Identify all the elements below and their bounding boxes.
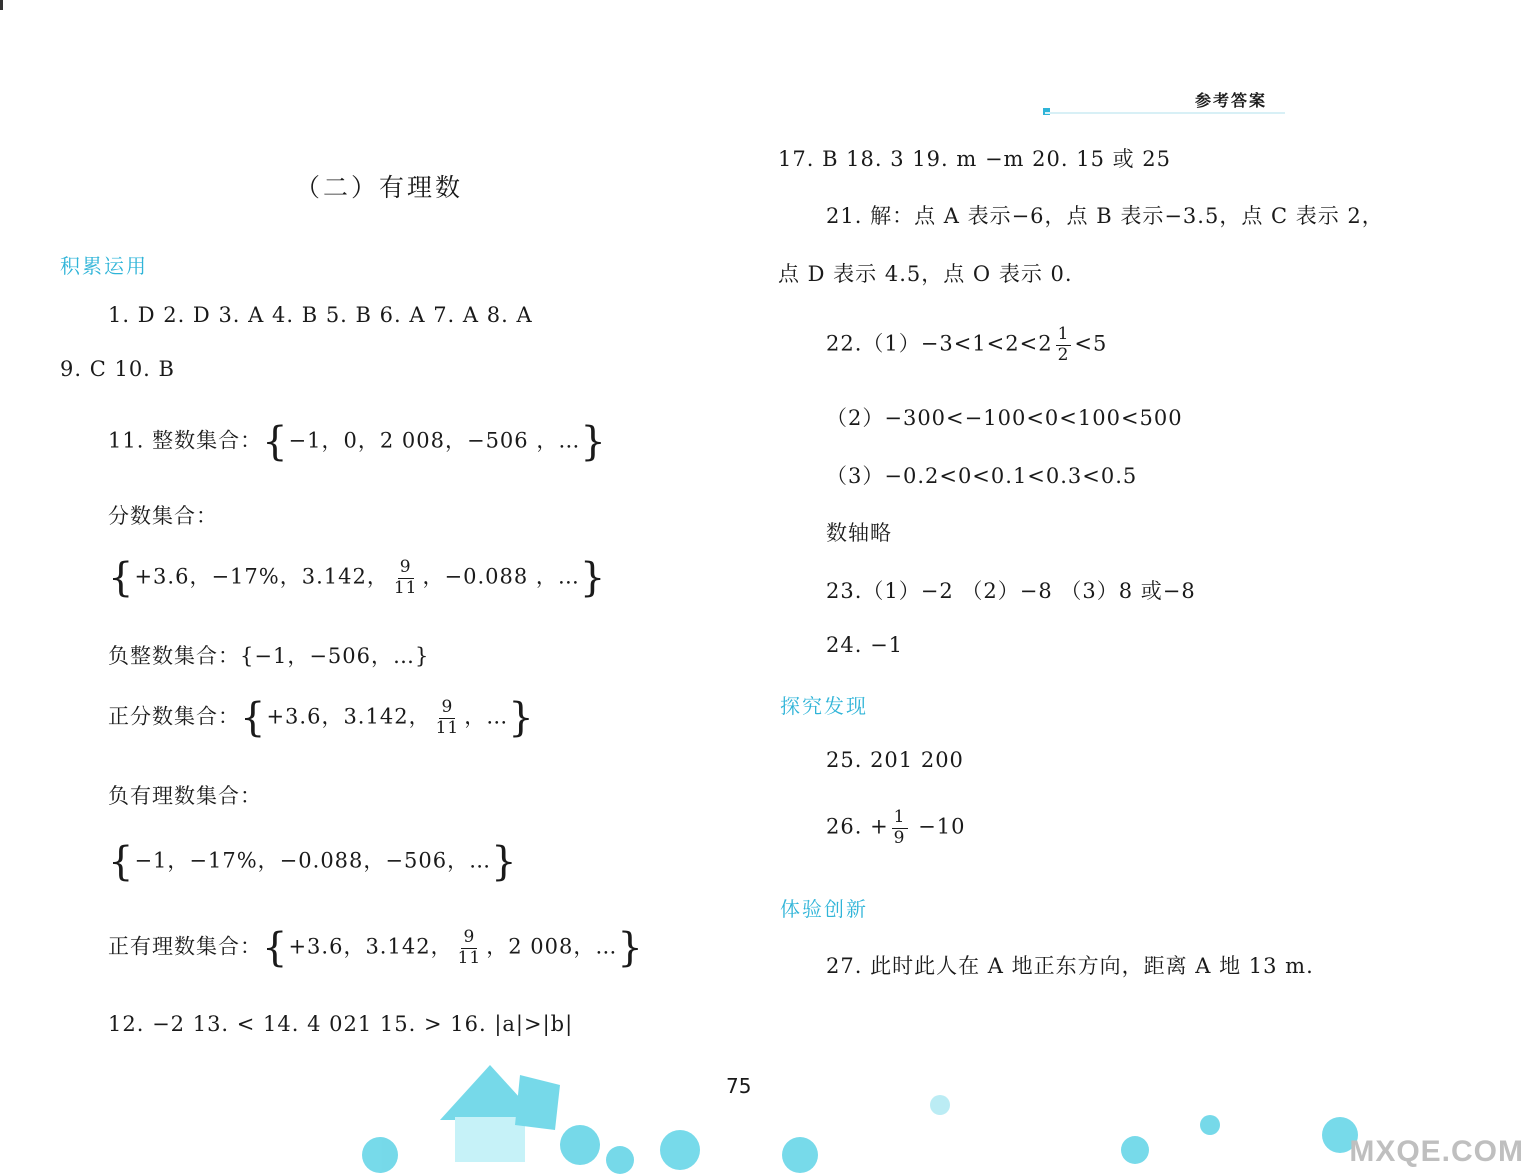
fraction-set-a: +3.6，−17%，3.142， bbox=[134, 564, 389, 589]
answer-22-3-line: （3）−0.2<0<0.1<0.3<0.5 bbox=[826, 464, 1138, 488]
scan-edge-mark bbox=[0, 0, 3, 10]
positive-fraction-set-label: 正分数集合： bbox=[108, 704, 240, 729]
fraction-set-b: ，−0.088 ，… bbox=[422, 564, 580, 589]
positive-rational-set-line: 正有理数集合：{+3.6，3.142， $\frac{9}{11}$ ，2 008，…} bbox=[108, 925, 644, 972]
answer-line-27: 27. 此时此人在 A 地正东方向，距离 A 地 13 m. bbox=[826, 954, 1314, 978]
answer-22-1-b: <5 bbox=[1074, 331, 1108, 356]
page-number: 75 bbox=[726, 1074, 752, 1098]
answer-22-2-line: （2）−300<−100<0<100<500 bbox=[826, 406, 1183, 430]
positive-rational-set-a: +3.6，3.142， bbox=[288, 934, 453, 959]
positive-fraction-set-line: 正分数集合：{+3.6，3.142， $\frac{9}{11}$ ，…} bbox=[108, 695, 535, 742]
footer-decoration bbox=[0, 1045, 1536, 1175]
fraction-9-11: $\frac{9}{11}$ bbox=[435, 697, 460, 738]
integer-set-line: 11. 整数集合：{−1，0，2 008，−506 ，…} bbox=[108, 419, 607, 465]
fraction-1-2: $\frac{1}{2}$ bbox=[1057, 324, 1070, 365]
answer-line-17-20: 17. B 18. 3 19. m −m 20. 15 或 25 bbox=[778, 147, 1171, 171]
answer-line-25: 25. 201 200 bbox=[826, 748, 964, 772]
integer-set-body: −1，0，2 008，−506 ，… bbox=[288, 428, 581, 453]
negative-rational-set-label: 负有理数集合： bbox=[108, 784, 262, 808]
answer-line-24: 24. −1 bbox=[826, 633, 904, 657]
tree-icon bbox=[560, 1125, 600, 1165]
tree-icon bbox=[1121, 1136, 1149, 1164]
section-heading-accumulate: 积累运用 bbox=[60, 254, 148, 278]
page-title: （二）有理数 bbox=[295, 173, 464, 202]
negative-rational-set-body: −1，−17%，−0.088，−506，… bbox=[134, 848, 492, 873]
answer-line-12-16: 12. −2 13. < 14. 4 021 15. > 16. |a|>|b| bbox=[108, 1012, 574, 1036]
section-heading-explore: 探究发现 bbox=[780, 694, 868, 718]
tree-icon bbox=[930, 1095, 950, 1115]
negative-rational-set-line: {−1，−17%，−0.088，−506，…} bbox=[108, 839, 518, 885]
fraction-set-label: 分数集合： bbox=[108, 504, 218, 528]
answer-line-23: 23.（1）−2 （2）−8 （3）8 或−8 bbox=[826, 579, 1196, 603]
positive-fraction-set-a: +3.6，3.142， bbox=[266, 704, 431, 729]
answer-line-26 bbox=[826, 808, 966, 848]
answer-21-line-1: 21. 解：点 A 表示−6，点 B 表示−3.5，点 C 表示 2， bbox=[826, 204, 1384, 228]
answer-21-line-2: 点 D 表示 4.5，点 O 表示 0. bbox=[778, 262, 1073, 286]
header-rule bbox=[1045, 112, 1285, 114]
integer-set-label: 11. 整数集合： bbox=[108, 428, 263, 453]
fraction-9-11: $\frac{9}{11}$ bbox=[457, 927, 482, 968]
answer-line-9-10: 9. C 10. B bbox=[60, 357, 175, 381]
tree-icon bbox=[782, 1137, 818, 1173]
positive-rational-set-label: 正有理数集合： bbox=[108, 934, 262, 959]
answer-line-1-8: 1. D 2. D 3. A 4. B 5. B 6. A 7. A 8. A bbox=[108, 303, 533, 327]
tree-icon bbox=[606, 1146, 634, 1174]
header-label: 参考答案 bbox=[1195, 91, 1268, 110]
answer-26-b: −10 bbox=[910, 814, 966, 839]
roof-snow-icon bbox=[515, 1075, 560, 1130]
negative-integer-set-line: 负整数集合：{−1，−506，…} bbox=[108, 644, 430, 668]
section-heading-innovate: 体验创新 bbox=[780, 897, 868, 921]
answer-22-1-a: 22.（1）−3<1<2<2 bbox=[826, 331, 1053, 356]
house-icon bbox=[455, 1117, 525, 1162]
watermark-logo: MXQE.COM bbox=[1349, 1135, 1524, 1168]
positive-fraction-set-b: ，… bbox=[464, 704, 509, 729]
positive-rational-set-b: ，2 008，… bbox=[486, 934, 618, 959]
number-line-omitted: 数轴略 bbox=[826, 521, 892, 545]
answer-22-1-line bbox=[826, 325, 1107, 365]
tree-icon bbox=[1200, 1115, 1220, 1135]
fraction-1-9: $\frac{1}{9}$ bbox=[893, 807, 906, 848]
answer-26-a: 26. + bbox=[826, 814, 889, 839]
fraction-9-11: $\frac{9}{11}$ bbox=[393, 557, 418, 598]
fraction-set-line: {+3.6，−17%，3.142， $\frac{9}{11}$ ，−0.088 ，…} bbox=[108, 555, 607, 602]
tree-icon bbox=[362, 1137, 398, 1173]
tree-icon bbox=[660, 1130, 700, 1170]
